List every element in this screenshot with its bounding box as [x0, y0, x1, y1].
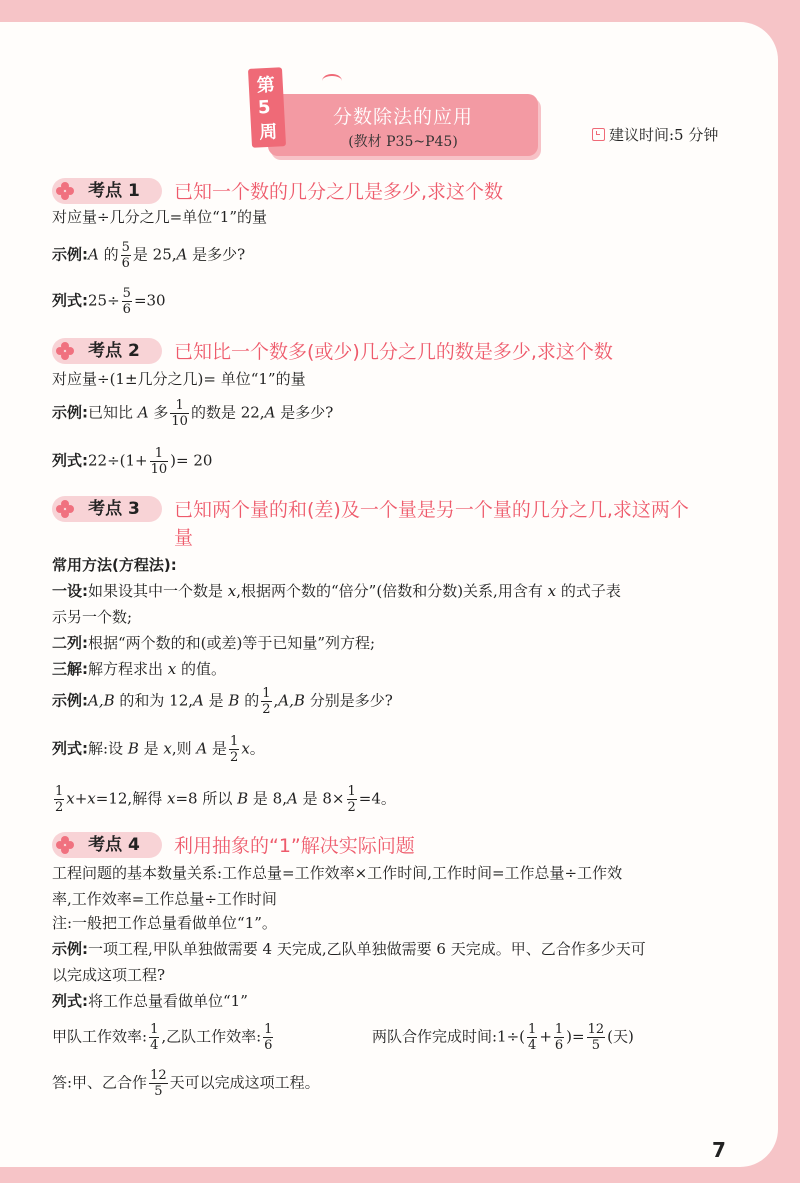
- kp2-badge: 考点 2: [52, 338, 162, 364]
- kp4-answer: 答:甲、乙合作 $\frac{12}{5}$ 天可以完成这项工程。: [52, 1068, 320, 1099]
- kp1-heading: [52, 178, 704, 206]
- kp4-efficiency: 甲队工作效率: $\frac{1}{4}$ ,乙队工作效率: $\frac{1}{6}$: [52, 1022, 273, 1053]
- title-box: [268, 94, 538, 156]
- fraction: $\frac{1}{4}$: [528, 1022, 537, 1053]
- fraction: $\frac{12}{5}$: [587, 1022, 605, 1053]
- kp3-solution: 列式:解:设 B 是 x,则 A 是 $\frac{1}{2}$ x。: [52, 734, 265, 765]
- kp2-heading: [52, 338, 704, 366]
- page-number: 7: [712, 1138, 726, 1162]
- page-subtitle: (教材 P35~P45): [348, 134, 458, 150]
- kp1-rule: 对应量÷几分之几=单位“1”的量: [52, 208, 268, 226]
- kp4-badge: 考点 4: [52, 832, 162, 858]
- kp3-title: 已知两个量的和(差)及一个量是另一个量的几分之几,求这两个量: [174, 499, 689, 549]
- kp2-example: 示例:已知比 A 多 $\frac{1}{10}$ 的数是 22,A 是多少?: [52, 398, 334, 429]
- kp3-method-label: 常用方法(方程法):: [52, 556, 177, 574]
- kp3-step1-cont: 示另一个数;: [52, 608, 133, 626]
- kp4-heading: [52, 832, 704, 860]
- clock-icon: [592, 128, 605, 141]
- fraction: $\frac{1}{10}$: [150, 446, 168, 477]
- flower-icon: [56, 342, 74, 360]
- flower-icon: [56, 500, 74, 518]
- fraction: $\frac{1}{4}$: [150, 1022, 159, 1053]
- kp4-solution: 列式:将工作总量看做单位“1”: [52, 992, 248, 1010]
- fraction: $\frac{1}{6}$: [264, 1022, 273, 1053]
- kp3-badge: 考点 3: [52, 496, 162, 522]
- kp3-example: 示例:A,B 的和为 12,A 是 B 的 $\frac{1}{2}$ ,A,B 分别是多少?: [52, 686, 393, 717]
- fraction: $\frac{1}{2}$: [262, 686, 271, 717]
- kp4-rule-1: 工程问题的基本数量关系:工作总量=工作效率×工作时间,工作时间=工作总量÷工作效: [52, 864, 623, 882]
- kp4-title: 利用抽象的“1”解决实际问题: [174, 835, 415, 857]
- kp4-rule-2: 率,工作效率=工作总量÷工作时间: [52, 890, 277, 908]
- week-tab: 第 5 周: [248, 67, 286, 148]
- fraction: $\frac{5}{6}$: [122, 286, 131, 317]
- flower-icon: [56, 836, 74, 854]
- fraction: $\frac{1}{10}$: [171, 398, 188, 429]
- fraction: $\frac{1}{2}$: [347, 784, 356, 815]
- kp2-solution: 列式:22÷(1+ $\frac{1}{10}$ )= 20: [52, 446, 213, 477]
- fraction: $\frac{1}{2}$: [55, 784, 64, 815]
- kp1-solution: 列式:25÷ $\frac{5}{6}$ =30: [52, 286, 166, 317]
- fraction: $\frac{1}{6}$: [554, 1022, 564, 1053]
- time-hint: [592, 124, 718, 145]
- kp4-combined-time: 两队合作完成时间:1÷( $\frac{1}{4}$ + $\frac{1}{6}$ )= $\frac{12}{5}$ (天): [372, 1022, 634, 1053]
- kp4-example-cont: 以完成这项工程?: [52, 966, 166, 984]
- time-hint-text: 建议时间:5 分钟: [609, 126, 719, 144]
- fraction: $\frac{1}{2}$: [230, 734, 239, 765]
- flower-icon: [56, 182, 74, 200]
- kp4-note: 注:一般把工作总量看做单位“1”。: [52, 914, 277, 932]
- kp3-heading: [52, 496, 704, 552]
- fraction: $\frac{5}{6}$: [121, 240, 130, 271]
- kp2-rule: 对应量÷(1±几分之几)= 单位“1”的量: [52, 370, 306, 388]
- kp1-badge: 考点 1: [52, 178, 162, 204]
- week-tab-curl: [322, 74, 342, 88]
- kp1-title: 已知一个数的几分之几是多少,求这个数: [174, 181, 504, 203]
- page-title: 分数除法的应用: [332, 106, 473, 128]
- fraction: $\frac{12}{5}$: [150, 1068, 167, 1099]
- kp3-step2: 二列:根据“两个数的和(或差)等于已知量”列方程;: [52, 634, 376, 652]
- kp1-example: 示例:A 的 $\frac{5}{6}$ 是 25,A 是多少?: [52, 240, 246, 271]
- kp3-step3: 三解:解方程求出 x 的值。: [52, 660, 227, 678]
- kp4-example: 示例:一项工程,甲队单独做需要 4 天完成,乙队单独做需要 6 天完成。甲、乙合作多少天可: [52, 940, 646, 958]
- kp3-equation: $\frac{1}{2}$ x+x=12,解得 x=8 所以 B 是 8,A 是 8× $\frac{1}{2}$ =4。: [55, 784, 396, 815]
- kp3-step1: 一设:如果设其中一个数是 x,根据两个数的“倍分”(倍数和分数)关系,用含有 x 的式子表: [52, 582, 621, 600]
- kp2-title: 已知比一个数多(或少)几分之几的数是多少,求这个数: [174, 341, 613, 363]
